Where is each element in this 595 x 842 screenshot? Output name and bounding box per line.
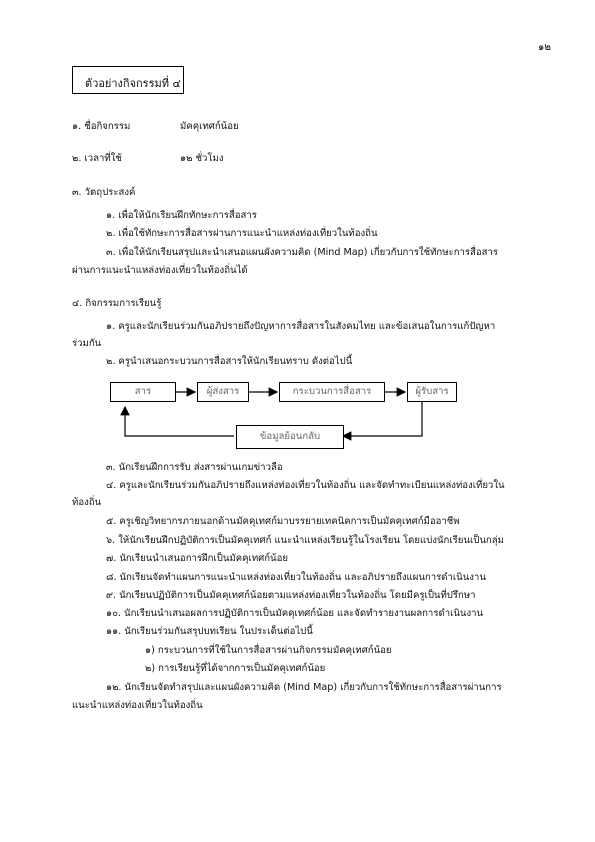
message-label: สาร	[134, 386, 152, 397]
activity-step-5: ๕. ครูเชิญวิทยากรภายนอกด้านมัคคุเทศก์มาบรรยายเทคนิคการเป็นมัคคุเทศก์มืออาชีพ	[106, 516, 460, 527]
objective-3-cont: ผ่านการแนะนำแหล่งท่องเที่ยวในท้องถิ่นได้	[72, 265, 248, 276]
activity-step-11-1: ๑) กระบวนการที่ใช้ในการสื่อสารผ่านกิจกรรมมัคคุเทศก์น้อย	[145, 645, 392, 656]
activity-step-1-cont: ร่วมกัน	[72, 338, 102, 349]
activity-name-value: มัคคุเทศก์น้อย	[180, 121, 239, 132]
activity-step-9: ๙. นักเรียนปฏิบัติการเป็นมัคคุเทศก์น้อยตามแหล่งท่องเที่ยวในท้องถิ่น โดยมีครูเป็นที่ปรึกษา	[106, 590, 476, 601]
activity-step-10: ๑๐. นักเรียนนำเสนอผลการปฏิบัติการเป็นมัคคุเทศก์น้อย และจัดทำรายงานผลการดำเนินงาน	[106, 608, 484, 619]
feedback-box	[236, 425, 344, 449]
objectives-heading: ๓. วัตถุประสงค์	[72, 187, 136, 198]
time-label: ๒. เวลาที่ใช้	[72, 153, 122, 164]
message-box	[110, 382, 176, 402]
activity-step-12-cont: แนะนำแหล่งท่องเที่ยวในท้องถิ่น	[72, 700, 203, 711]
process-box	[279, 382, 385, 402]
activity-step-3: ๓. นักเรียนฝึกการรับ ส่งสารผ่านเกมข่าวลือ	[106, 462, 283, 473]
activity-step-6: ๖. ให้นักเรียนฝึกปฏิบัติการเป็นมัคคุเทศก์ แนะนำแหล่งเรียนรู้ในโรงเรียน โดยแบ่งนักเรียนเป็นกลุ่ม	[106, 535, 504, 546]
process-label: กระบวนการสื่อสาร	[292, 386, 372, 397]
time-value: ๑๒ ชั่วโมง	[180, 153, 224, 164]
activity-step-11-2: ๒) การเรียนรู้ที่ได้จากการเป็นมัคคุเทศก์น้อย	[145, 663, 326, 674]
activity-step-7: ๗. นักเรียนนำเสนอการฝึกเป็นมัคคุเทศก์น้อย	[106, 553, 289, 564]
activity-name-label: ๑. ชื่อกิจกรรม	[72, 121, 131, 132]
objective-3: ๓. เพื่อให้นักเรียนสรุปและนำเสนอแผนผังความคิด (Mind Map) เกี่ยวกับการใช้ทักษะการสื่อสาร	[106, 247, 499, 258]
activity-step-11: ๑๑. นักเรียนร่วมกันสรุปบทเรียน ในประเด็นต่อไปนี้	[106, 626, 313, 637]
activity-step-2: ๒. ครูนำเสนอกระบวนการสื่อสารให้นักเรียนทราบ ดังต่อไปนี้	[106, 356, 353, 367]
activity-step-8: ๘. นักเรียนจัดทำแผนการแนะนำแหล่งท่องเที่ยวในท้องถิ่น และอภิปรายถึงแผนการดำเนินงาน	[106, 572, 486, 583]
sender-box	[197, 382, 249, 402]
objective-2: ๒. เพื่อใช้ทักษะการสื่อสารผ่านการแนะนำแหล่งท่องเที่ยวในท้องถิ่น	[106, 228, 378, 239]
page-number: ๑๒	[538, 42, 551, 53]
receiver-box	[407, 382, 457, 402]
activities-heading: ๔. กิจกรรมการเรียนรู้	[72, 298, 162, 309]
activity-step-4-cont: ท้องถิ่น	[72, 497, 102, 508]
objective-1: ๑. เพื่อให้นักเรียนฝึกทักษะการสื่อสาร	[106, 210, 257, 221]
activity-step-4: ๔. ครูและนักเรียนร่วมกันอภิปรายถึงแหล่งท่องเที่ยวในท้องถิ่น และจัดทำทะเบียนแหล่งท่องเที่ยวใน	[106, 480, 505, 491]
receiver-label: ผู้รับสาร	[415, 386, 449, 397]
activity-step-12: ๑๒. นักเรียนจัดทำสรุปและแผนผังความคิด (Mind Map) เกี่ยวกับการใช้ทักษะการสื่อสารผ่านการ	[106, 682, 502, 693]
feedback-label: ข้อมูลย้อนกลับ	[259, 431, 321, 442]
sender-label: ผู้ส่งสาร	[206, 386, 240, 397]
activity-step-1: ๑. ครูและนักเรียนร่วมกันอภิปรายถึงปัญหาการสื่อสารในสังคมไทย และข้อเสนอในการแก้ปัญหา	[106, 321, 496, 332]
activity-title: ตัวอย่างกิจกรรมที่ ๔	[85, 77, 181, 90]
